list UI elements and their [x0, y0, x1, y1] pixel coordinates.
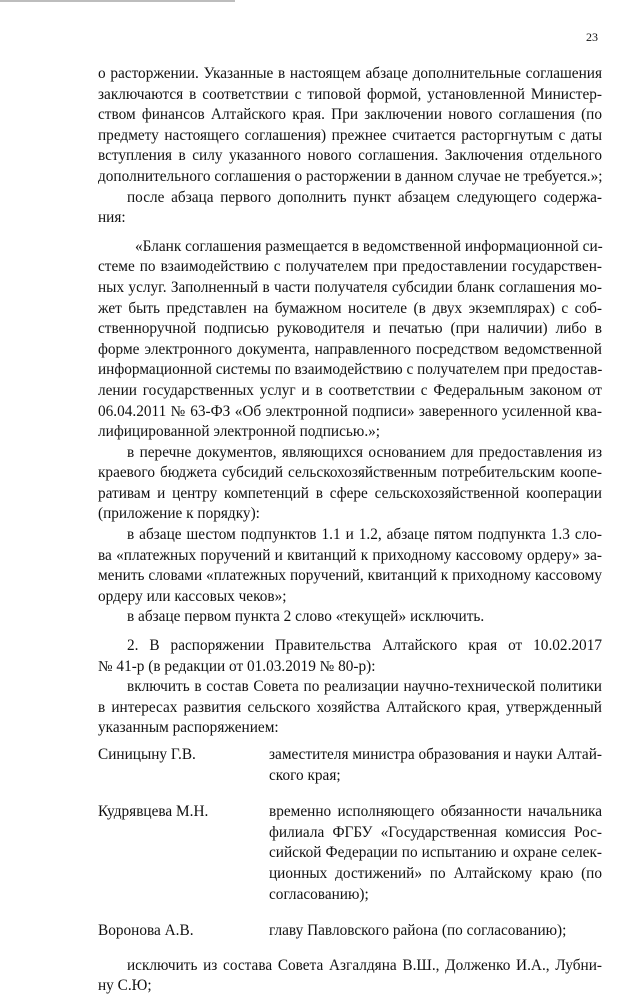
text-line: ственноручной подписью руководителя и печатью (при наличии) либо в	[98, 320, 602, 338]
text-line: главу Павловского района (по согласованию);	[269, 922, 567, 940]
member-position	[269, 802, 602, 905]
text-line: ционных достижений» по Алтайскому краю (по	[269, 864, 602, 882]
text-line: «Бланк соглашения размещается в ведомственной информационной си-	[135, 237, 603, 255]
page-number: 23	[586, 30, 598, 44]
text-line: лении государственных услуг и в соответствии с Федеральным законом от	[98, 381, 602, 399]
paragraph-closing-quote	[98, 64, 602, 188]
text-line: ского края;	[269, 766, 341, 784]
member-name: Синицыну Г.В.	[98, 746, 196, 763]
text-line: информационной системы по взаимодействию с получателем при предостав-	[98, 361, 603, 379]
text-line: согласованию);	[269, 885, 369, 903]
text-line: форме электронного документа, направленного посредством ведомственной	[98, 340, 602, 358]
text-line: заключаются в соответствии с типовой формой, установленной Министер-	[98, 85, 602, 103]
text-line: ну С.Ю;	[98, 977, 152, 995]
text-line: ных услуг. Заполненный в части получателя субсидии бланк соглашения мо-	[98, 278, 602, 296]
text-line: в интересах развития сельского хозяйства Алтайского края, утвержденный	[98, 698, 602, 716]
text-line: в абзаце шестом подпунктов 1.1 и 1.2, абзаце пятом подпункта 1.3 сло-	[127, 526, 602, 544]
paragraph-replace-words	[98, 525, 602, 607]
text-line: ством финансов Алтайского края. При заключении нового соглашения (по	[98, 106, 602, 124]
text-line: (приложение к порядку):	[98, 505, 260, 523]
text-line: 06.04.2011 № 63-ФЗ «Об электронной подписи» заверенного усиленной ква-	[98, 402, 602, 420]
paragraph-add-clause	[98, 188, 602, 229]
paragraph-exclude-word	[98, 607, 602, 628]
text-line: о расторжении. Указанные в настоящем абзаце дополнительные соглашения	[98, 65, 602, 82]
text-line: предмету настоящего соглашения) прежнее считается расторгнутым с даты	[98, 126, 602, 144]
text-line: ва «платежных поручений и квитанций к приходному кассовому ордеру» за-	[98, 546, 602, 564]
text-line: № 41-р (в редакции от 01.03.2019 № 80-р):	[98, 657, 376, 675]
header-rule	[0, 0, 235, 2]
text-line: сийской Федерации по испытанию и охране селек-	[269, 844, 602, 862]
member-position	[269, 921, 602, 942]
text-line: ния:	[98, 209, 126, 227]
text-line: после абзаца первого дополнить пункт абзацем следующего содержа-	[127, 188, 602, 206]
text-line: исключить из состава Совета Азгалдяна В.Ш., Долженко И.А., Лубни-	[127, 956, 602, 974]
text-line: в абзаце первом пункта 2 слово «текущей» исключить.	[127, 608, 485, 626]
member-name: Воронова А.В.	[98, 922, 194, 940]
text-line: ордеру или кассовых чеков»;	[98, 587, 287, 605]
text-line: ративам и центру компетенций в сфере сельскохозяйственной кооперации	[98, 484, 602, 502]
paragraph-form-blank	[98, 237, 602, 443]
text-line: в перечне документов, являющихся основанием для предоставления из	[127, 443, 602, 461]
text-line: 2. В распоряжении Правительства Алтайского края от 10.02.2017	[127, 637, 602, 655]
text-line: жет быть представлен на бумажном носителе (в двух экземплярах) с соб-	[98, 299, 602, 317]
text-line: лифицированной электронной подписью.»;	[98, 423, 381, 441]
member-name: Кудрявцева М.Н.	[98, 803, 209, 821]
council-member-entry	[98, 921, 602, 942]
text-line: заместителя министра образования и науки Алтай-	[269, 746, 602, 763]
council-member-entry	[98, 745, 602, 786]
text-line: включить в состав Совета по реализации научно-технической политики	[127, 678, 602, 696]
document-body	[98, 64, 602, 997]
text-line: филиала ФГБУ «Государственная комиссия Рос-	[269, 823, 602, 841]
member-position	[269, 745, 602, 786]
council-member-entry	[98, 802, 602, 905]
text-line: дополнительного соглашения о расторжении в данном случае не требуется.»;	[98, 167, 603, 185]
text-line: временно исполняющего обязанности начальника	[269, 803, 602, 821]
text-line: менить словами «платежных поручений, квитанций к приходному кассовому	[98, 567, 602, 585]
text-line: указанным распоряжением:	[98, 719, 279, 737]
paragraph-include-members	[98, 677, 602, 739]
text-line: краевого бюджета субсидий сельскохозяйственным потребительским коопе-	[98, 464, 602, 482]
paragraph-exclude-members	[98, 956, 602, 997]
paragraph-document-list	[98, 443, 602, 525]
text-line: вступления в силу указанного нового соглашения. Заключения отдельного	[98, 147, 602, 165]
section-2-heading	[98, 636, 602, 677]
text-line: стеме по взаимодействию с получателем при предоставлении государствен-	[98, 258, 602, 276]
